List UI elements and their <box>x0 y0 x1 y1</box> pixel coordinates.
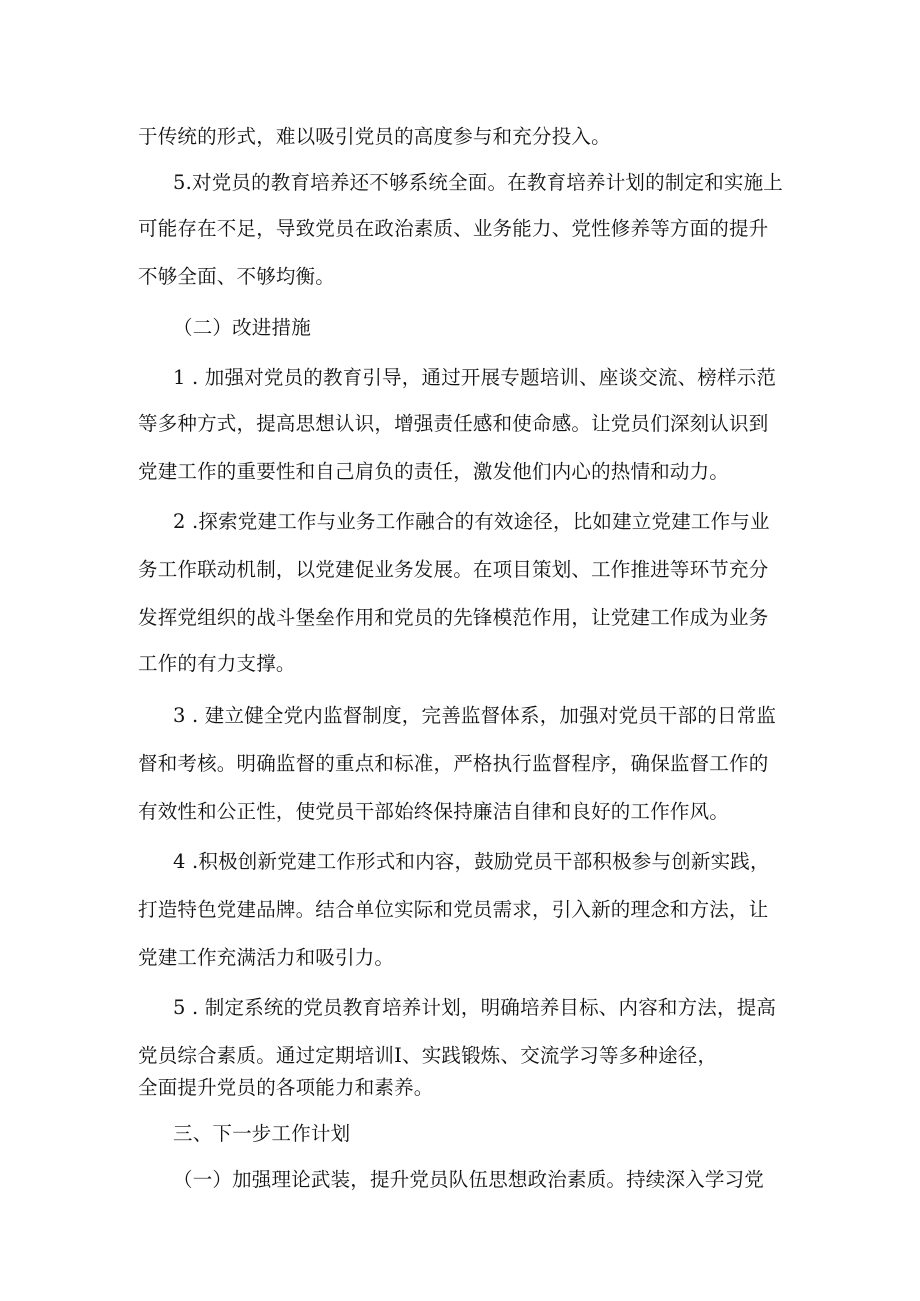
text-line: 党建工作充满活力和吸引力。 <box>138 946 395 969</box>
text-line: 工作的有力支撑。 <box>138 652 296 675</box>
text-line: 不够全面、不够均衡。 <box>138 265 336 288</box>
text-line: 2 .探索党建工作与业务工作融合的有效途径，比如建立党建工作与业 <box>173 510 770 533</box>
text-line: 全面提升党员的各项能力和素养。 <box>138 1076 434 1099</box>
text-line: 1 . 加强对党员的教育引导，通过开展专题培训、座谈交流、榜样示范 <box>173 366 777 389</box>
section-heading: （二）改进措施 <box>173 316 311 339</box>
text-line: 党建工作的重要性和自己肩负的责任，激发他们内心的热情和动力。 <box>138 460 730 483</box>
section-heading: 三、下一步工作计划 <box>173 1122 351 1145</box>
text-line: （一）加强理论武装，提升党员队伍思想政治素质。持续深入学习党 <box>173 1168 765 1191</box>
text-line: 5.对党员的教育培养还不够系统全面。在教育培养计划的制定和实施上 <box>173 171 784 194</box>
text-line: 务工作联动机制，以党建促业务发展。在项目策划、工作推进等环节充分 <box>138 558 769 581</box>
text-line: 督和考核。明确监督的重点和标准，严格执行监督程序，确保监督工作的 <box>138 752 769 775</box>
text-line: 4 .积极创新党建工作形式和内容，鼓励党员干部积极参与创新实践， <box>173 850 770 873</box>
text-line: 发挥党组织的战斗堡垒作用和党员的先锋模范作用，让党建工作成为业务 <box>138 606 769 629</box>
text-line: 3 . 建立健全党内监督制度，完善监督体系，加强对党员干部的日常监 <box>173 704 777 727</box>
text-line: 打造特色党建品牌。结合单位实际和党员需求，引入新的理念和方法，让 <box>138 898 769 921</box>
text-line: 等多种方式，提高思想认识，增强责任感和使命感。让党员们深刻认识到 <box>138 412 769 435</box>
text-line: 于传统的形式，难以吸引党员的高度参与和充分投入。 <box>138 125 611 148</box>
text-line: 5 . 制定系统的党员教育培养计划，明确培养目标、内容和方法，提高 <box>173 996 777 1019</box>
text-line: 党员综合素质。通过定期培训I、实践锻炼、交流学习等多种途径， <box>138 1044 718 1067</box>
text-line: 可能存在不足，导致党员在政治素质、业务能力、党性修养等方面的提升 <box>138 217 769 240</box>
text-line: 有效性和公正性，使党员干部始终保持廉洁自律和良好的工作作风。 <box>138 800 730 823</box>
